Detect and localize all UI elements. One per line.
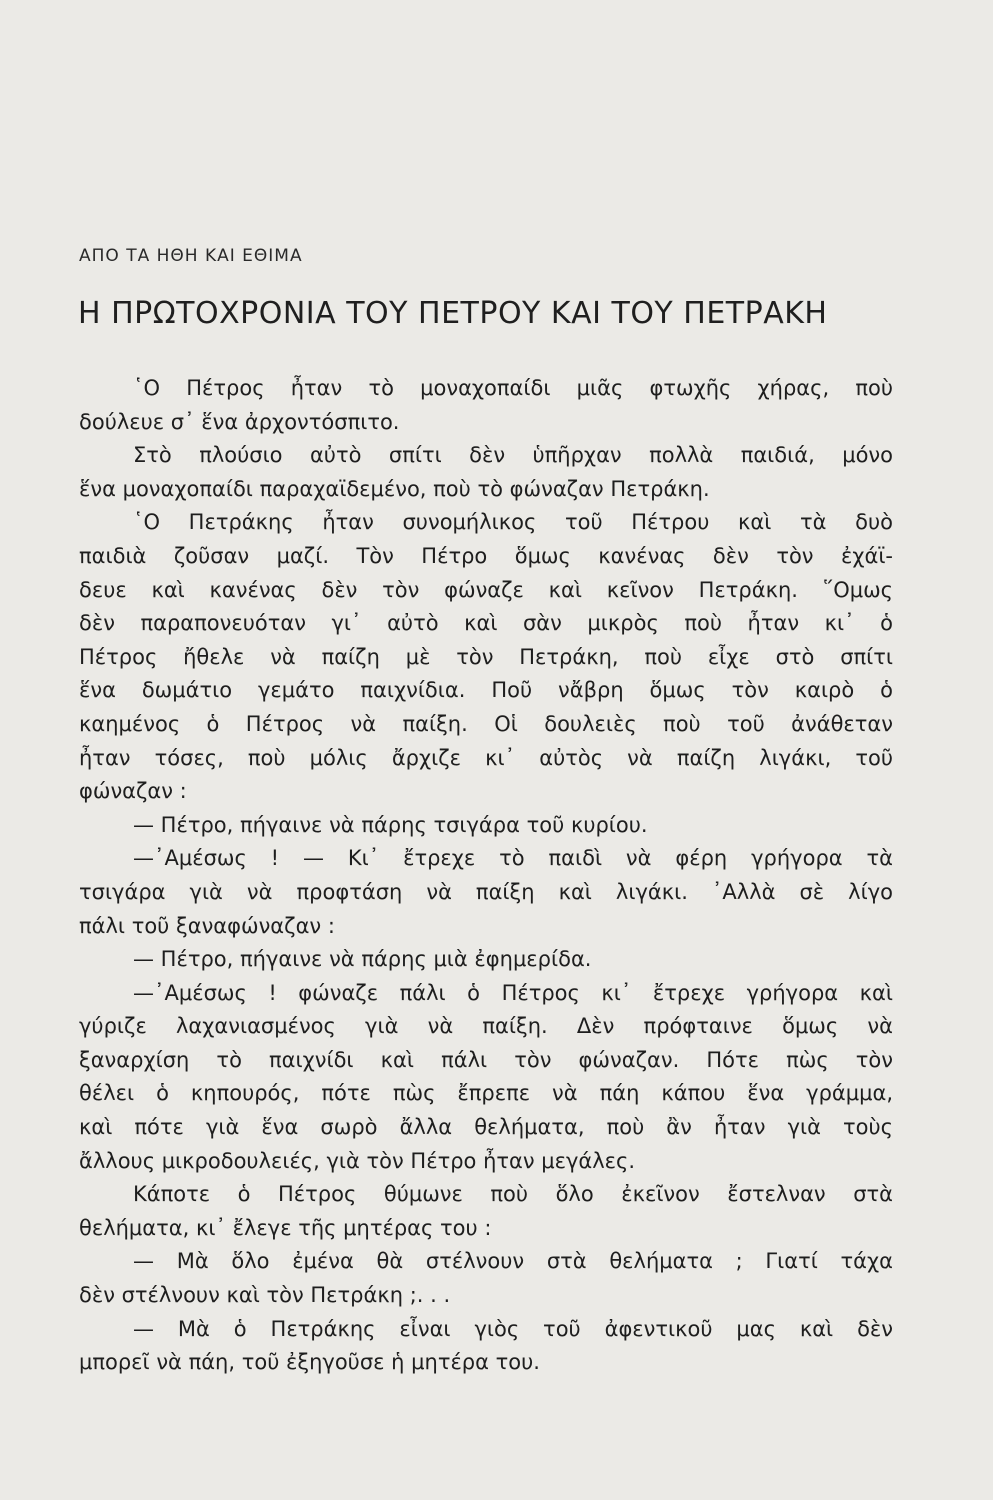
- text-line: ῾Ο Πέτρος ἦταν τὸ μοναχοπαίδι μιᾶς φτωχῆς χήρας, ποὺ: [133, 376, 893, 400]
- text-line: δούλευε σ᾿ ἕνα ἀρχοντόσπιτο.: [79, 409, 400, 434]
- text-line: — Μὰ ὅλο ἐμένα θὰ στέλνουν στὰ θελήματα ; Γιατί τάχα: [133, 1249, 893, 1274]
- story-body: [79, 372, 893, 1380]
- section-heading: ΑΠΟ ΤΑ ΗΘΗ ΚΑΙ ΕΘΙΜΑ: [79, 246, 303, 266]
- text-line: Στὸ πλούσιο αὐτὸ σπίτι δὲν ὑπῆρχαν πολλὰ παιδιά, μόνο: [133, 443, 893, 468]
- text-line: ξαναρχίση τὸ παιχνίδι καὶ πάλι τὸν φώναζαν. Πότε πὼς τὸν: [79, 1047, 893, 1072]
- text-line: ἕνα μοναχοπαίδι παραχαϊδεμένο, ποὺ τὸ φώναζαν Πετράκη.: [79, 476, 710, 501]
- text-line: ἕνα δωμάτιο γεμάτο παιχνίδια. Ποῦ νἄβρη ὅμως τὸν καιρὸ ὁ: [79, 678, 893, 703]
- text-line: καημένος ὁ Πέτρος νὰ παίξη. Οἱ δουλειὲς ποὺ τοῦ ἀνάθεταν: [79, 711, 893, 736]
- text-line: Πέτρος ἤθελε νὰ παίζη μὲ τὸν Πετράκη, ποὺ εἶχε στὸ σπίτι: [79, 644, 893, 669]
- text-line: — Πέτρο, πήγαινε νὰ πάρης μιὰ ἐφημερίδα.: [133, 947, 592, 972]
- text-line: ἄλλους μικροδουλειές, γιὰ τὸν Πέτρο ἦταν μεγάλες.: [79, 1148, 636, 1173]
- text-line: δευε καὶ κανένας δὲν τὸν φώναζε καὶ κεῖνον Πετράκη. ῞Ομως: [79, 577, 893, 602]
- text-line: δὲν παραπονευόταν γι᾿ αὐτὸ καὶ σὰν μικρὸς ποὺ ἦταν κι᾿ ὁ: [79, 611, 893, 636]
- text-line: φώναζαν :: [79, 779, 187, 804]
- text-line: καὶ πότε γιὰ ἕνα σωρὸ ἄλλα θελήματα, ποὺ ἂν ἦταν γιὰ τοὺς: [79, 1115, 893, 1140]
- text-line: ῾Ο Πετράκης ἦταν συνομήλικος τοῦ Πέτρου καὶ τὰ δυὸ: [133, 510, 893, 535]
- text-line: — Πέτρο, πήγαινε νὰ πάρης τσιγάρα τοῦ κυρίου.: [133, 812, 648, 837]
- text-line: ἦταν τόσες, ποὺ μόλις ἄρχιζε κι᾿ αὐτὸς νὰ παίζη λιγάκι, τοῦ: [79, 745, 893, 770]
- text-line: —᾿Αμέσως ! φώναζε πάλι ὁ Πέτρος κι᾿ ἔτρεχε γρήγορα καὶ: [133, 980, 893, 1005]
- text-line: θελήματα, κι᾿ ἔλεγε τῆς μητέρας του :: [79, 1215, 492, 1240]
- story-title: Η ΠΡΩΤΟΧΡΟΝΙΑ ΤΟΥ ΠΕΤΡΟΥ ΚΑΙ ΤΟΥ ΠΕΤΡΑΚΗ: [78, 296, 828, 331]
- text-line: δὲν στέλνουν καὶ τὸν Πετράκη ;. . .: [79, 1283, 451, 1308]
- text-line: πάλι τοῦ ξαναφώναζαν :: [79, 913, 335, 938]
- text-line: μπορεῖ νὰ πάη, τοῦ ἐξηγοῦσε ἡ μητέρα του.: [79, 1350, 540, 1375]
- text-line: Κάποτε ὁ Πέτρος θύμωνε ποὺ ὅλο ἐκεῖνον ἔστελναν στὰ: [133, 1182, 893, 1207]
- text-line: τσιγάρα γιὰ νὰ προφτάση νὰ παίξη καὶ λιγάκι. ᾿Αλλὰ σὲ λίγο: [79, 879, 893, 904]
- text-line: —᾿Αμέσως ! — Κι᾿ ἔτρεχε τὸ παιδὶ νὰ φέρη γρήγορα τὰ: [133, 846, 893, 871]
- text-line: γύριζε λαχανιασμένος γιὰ νὰ παίξη. Δὲν πρόφταινε ὅμως νὰ: [79, 1014, 893, 1039]
- text-line: παιδιὰ ζοῦσαν μαζί. Τὸν Πέτρο ὅμως κανένας δὲν τὸν ἐχάϊ-: [79, 543, 893, 568]
- text-line: θέλει ὁ κηπουρός, πότε πὼς ἔπρεπε νὰ πάη κάπου ἕνα γράμμα,: [79, 1081, 893, 1106]
- text-line: — Μὰ ὁ Πετράκης εἶναι γιὸς τοῦ ἀφεντικοῦ μας καὶ δὲν: [133, 1316, 893, 1341]
